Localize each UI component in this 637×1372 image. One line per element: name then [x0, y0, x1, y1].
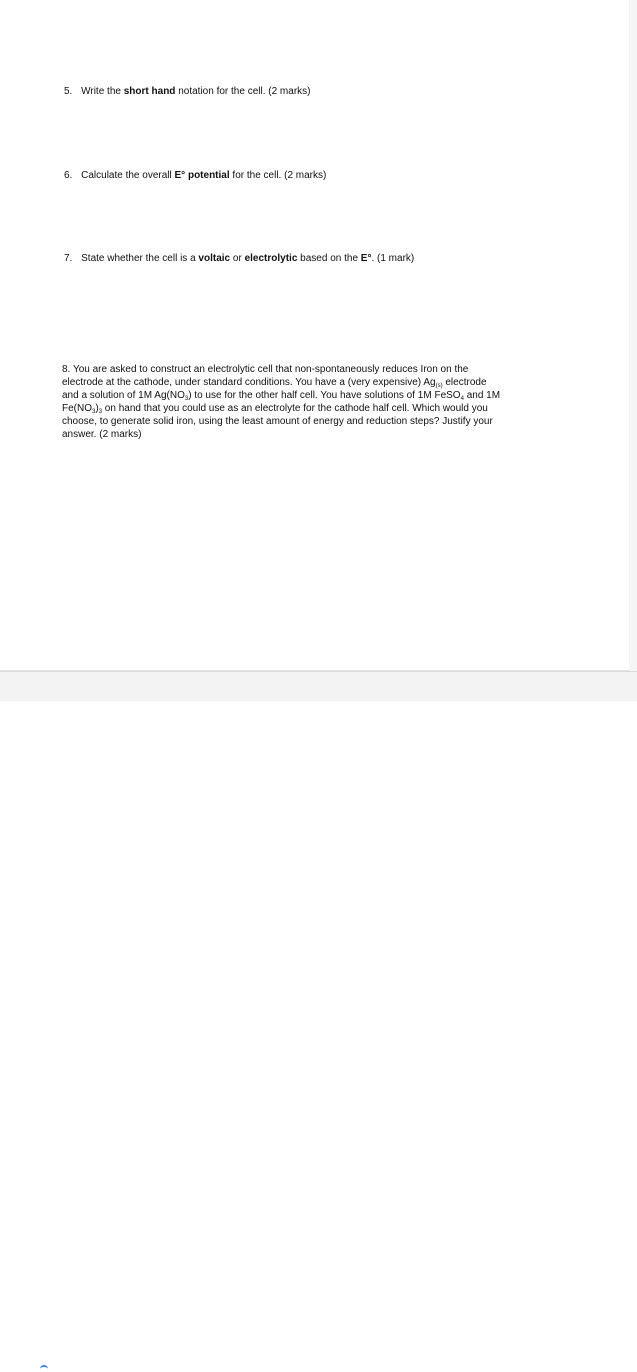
question-text: or — [232, 253, 242, 264]
question-line — [62, 402, 564, 415]
subscript: (s) — [435, 383, 443, 389]
subscript: 4 — [460, 396, 464, 402]
question-text: electrode — [442, 377, 487, 388]
question-text: State whether the cell is a — [81, 253, 196, 264]
question-emphasis: electrolytic — [244, 253, 298, 264]
question-text: notation for the cell. (2 marks) — [178, 86, 311, 97]
question-line — [62, 389, 564, 402]
question-text: . (1 mark) — [371, 253, 415, 264]
question-5 — [64, 85, 310, 98]
viewer-bottom-bar — [0, 671, 637, 701]
question-line — [62, 376, 564, 389]
question-text: Calculate the overall — [81, 170, 172, 181]
question-emphasis: E° — [360, 253, 372, 264]
question-emphasis: E° potential — [174, 170, 230, 181]
question-8 — [62, 363, 564, 441]
question-text: based on the — [300, 253, 358, 264]
question-text: Fe(NO — [62, 403, 92, 414]
question-6 — [64, 169, 326, 182]
question-text: on hand that you could use as an electrolyte for the cathode half cell. Which would you — [102, 403, 488, 414]
question-line: 8. You are asked to construct an electrolytic cell that non-spontaneously reduces Iron on the — [62, 364, 469, 375]
document-page — [0, 0, 630, 671]
question-line: choose, to generate solid iron, using the least amount of energy and reduction steps? Justify your — [62, 416, 493, 427]
question-line: answer. (2 marks) — [62, 429, 142, 440]
question-text: ) — [95, 403, 99, 414]
question-number: 6. — [64, 170, 73, 181]
question-text: ) to use for the other half cell. You have solutions of 1M FeSO — [188, 390, 461, 401]
question-7 — [64, 252, 414, 265]
question-number: 5. — [64, 86, 73, 97]
subscript: 3 — [184, 396, 189, 402]
question-text: Write the — [81, 86, 121, 97]
page-edge-shadow — [629, 0, 637, 672]
question-emphasis: short hand — [123, 86, 176, 97]
question-text: for the cell. (2 marks) — [232, 170, 327, 181]
subscript: 3 — [92, 409, 96, 415]
scroll-indicator-icon[interactable] — [40, 1365, 48, 1372]
question-text: electrode at the cathode, under standard conditions. You have a (very expensive) Ag — [62, 377, 436, 388]
question-emphasis: voltaic — [198, 253, 231, 264]
subscript: 3 — [98, 409, 103, 415]
question-text: and a solution of 1M Ag(NO — [62, 390, 185, 401]
question-number: 7. — [64, 253, 73, 264]
question-text: and 1M — [463, 390, 501, 401]
